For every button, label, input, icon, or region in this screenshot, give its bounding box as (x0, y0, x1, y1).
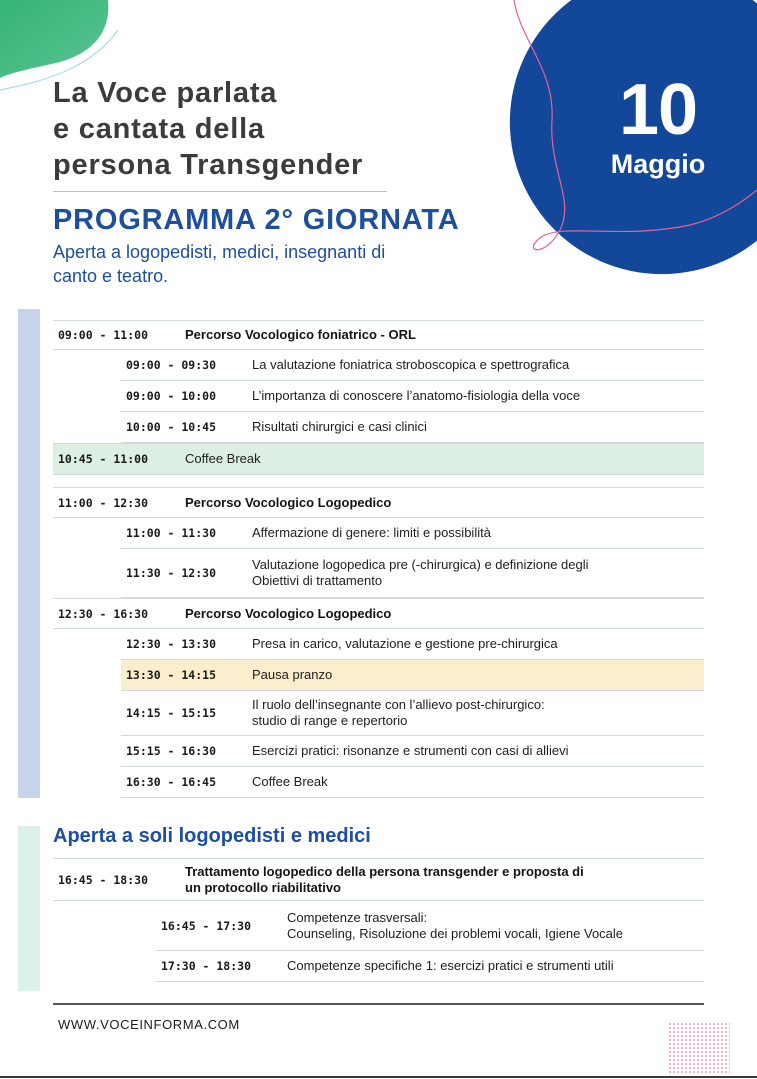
session-time: 12:30 - 16:30 (58, 606, 149, 621)
session-time: 11:00 - 12:30 (58, 495, 149, 510)
item-time: 11:30 - 12:30 (126, 566, 217, 580)
dot-pattern (668, 1022, 730, 1074)
agenda-item-row (121, 350, 704, 381)
session-row (53, 320, 704, 350)
item-time: 12:30 - 13:30 (126, 637, 217, 651)
agenda-item-row (121, 549, 704, 598)
date-month: Maggio (610, 149, 706, 179)
restricted-sidebar-accent (18, 826, 40, 991)
title-divider (53, 191, 387, 192)
audience-note: Aperta a logopedisti, medici, insegnanti di canto e teatro. (53, 242, 386, 286)
agenda-item-row (121, 629, 704, 660)
session-title: Coffee Break (185, 451, 261, 466)
item-title: Affermazione di genere: limiti e possibilità (252, 525, 491, 540)
date-day: 10 (618, 70, 698, 150)
item-time: 14:15 - 15:15 (126, 706, 217, 720)
item-time: 10:00 - 10:45 (126, 420, 217, 434)
title-line: e cantata della (53, 113, 265, 145)
item-title: Risultati chirurgici e casi clinici (252, 419, 427, 434)
website-link[interactable]: WWW.VOCEINFORMA.COM (58, 1017, 240, 1032)
session-time: 16:45 - 18:30 (58, 872, 149, 887)
agenda-item-row (121, 381, 704, 412)
session-row (53, 858, 704, 901)
footer-divider (53, 1003, 704, 1005)
agenda-item-row (121, 691, 704, 736)
item-time: 16:45 - 17:30 (161, 918, 252, 933)
item-time: 13:30 - 14:15 (126, 668, 217, 682)
item-time: 15:15 - 16:30 (126, 744, 217, 758)
session-title: Percorso Vocologico foniatrico - ORL (185, 327, 416, 342)
agenda-item-row (121, 518, 704, 549)
item-title: Coffee Break (252, 774, 328, 789)
title-line: La Voce parlata (53, 77, 278, 109)
session-time: 10:45 - 11:00 (58, 452, 149, 466)
item-title: La valutazione foniatrica stroboscopica e spettrografica (252, 357, 570, 372)
session-title: Percorso Vocologico Logopedico (185, 605, 392, 621)
page-bottom-border (0, 1076, 757, 1078)
title-line: persona Transgender (53, 149, 364, 181)
section-sidebar-accent (18, 309, 40, 798)
item-time: 09:00 - 09:30 (126, 358, 217, 372)
item-title: Competenze specifiche 1: esercizi pratici e strumenti utili (287, 958, 614, 973)
item-time: 09:00 - 10:00 (126, 389, 217, 403)
date-badge (588, 70, 728, 179)
session-row (53, 598, 704, 629)
session-row (53, 487, 704, 518)
item-title: Valutazione logopedica pre (-chirurgica) e definizione degli Obiettivi di trattamento (252, 557, 589, 588)
restricted-section-heading: Aperta a soli logopedisti e medici (53, 825, 371, 847)
agenda-item-row (121, 412, 704, 443)
item-title: Pausa pranzo (252, 667, 333, 682)
event-title (53, 75, 473, 183)
item-title: Esercizi pratici: risonanze e strumenti con casi di allievi (252, 743, 569, 758)
session-time: 09:00 - 11:00 (58, 328, 149, 342)
item-time: 11:00 - 11:30 (126, 526, 217, 540)
item-title: Competenze trasversali: Counseling, Risoluzione dei problemi vocali, Igiene Vocale (287, 909, 624, 941)
item-time: 16:30 - 16:45 (126, 775, 217, 789)
item-time: 17:30 - 18:30 (161, 959, 252, 973)
agenda-item-row (121, 736, 704, 767)
agenda-item-row (156, 901, 704, 951)
lunch-break-row (121, 660, 704, 691)
coffee-break-row (53, 443, 704, 475)
item-title: Il ruolo dell’insegnante con l’allievo post-chirurgico: studio di range e repertorio (252, 697, 545, 728)
program-title: PROGRAMMA 2° GIORNATA (53, 204, 460, 236)
agenda-item-row (121, 767, 704, 798)
session-title: Trattamento logopedico della persona transgender e proposta di un protocollo riabilitativo (185, 863, 584, 895)
session-title: Percorso Vocologico Logopedico (185, 494, 392, 510)
green-corner-shape (0, 0, 108, 78)
agenda-item-row (156, 951, 704, 982)
item-title: Presa in carico, valutazione e gestione pre-chirurgica (252, 636, 558, 651)
item-title: L’importanza di conoscere l’anatomo-fisiologia della voce (252, 388, 581, 403)
